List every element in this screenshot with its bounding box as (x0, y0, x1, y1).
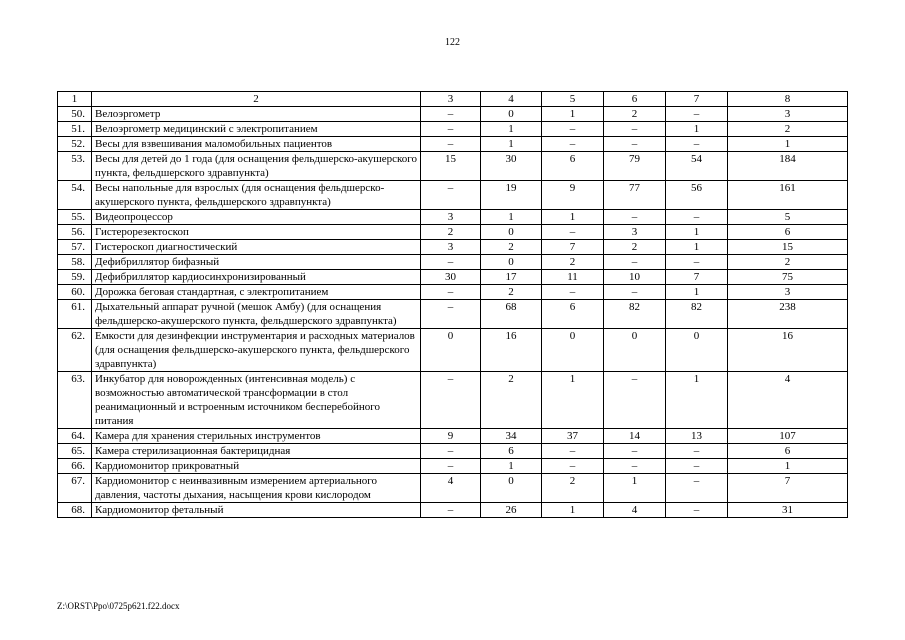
header-cell: 5 (542, 92, 604, 107)
quantity-cell: 1 (666, 122, 728, 137)
quantity-cell: 13 (666, 429, 728, 444)
quantity-cell: 10 (604, 270, 666, 285)
table-row (58, 372, 848, 429)
quantity-cell: 9 (421, 429, 481, 444)
quantity-cell: – (666, 474, 728, 503)
quantity-cell: 82 (666, 300, 728, 329)
total-cell: 7 (728, 474, 848, 503)
equipment-name-cell: Емкости для дезинфекции инструментария и расходных материалов (для оснащения фельдшерско-акушерского пункта, фельдшерского здравпункта) (92, 329, 421, 372)
table-header-row (58, 92, 848, 107)
quantity-cell: – (421, 503, 481, 518)
quantity-cell: 7 (542, 240, 604, 255)
quantity-cell: 6 (542, 152, 604, 181)
table-row (58, 459, 848, 474)
quantity-cell: 30 (481, 152, 542, 181)
equipment-name-cell: Кардиомонитор фетальный (92, 503, 421, 518)
row-number-cell: 51. (58, 122, 92, 137)
quantity-cell: 16 (481, 329, 542, 372)
total-cell: 6 (728, 225, 848, 240)
quantity-cell: – (421, 122, 481, 137)
quantity-cell: 2 (481, 240, 542, 255)
quantity-cell: 0 (666, 329, 728, 372)
quantity-cell: – (666, 107, 728, 122)
table-body (58, 107, 848, 518)
quantity-cell: – (421, 444, 481, 459)
equipment-name-cell: Камера для хранения стерильных инструментов (92, 429, 421, 444)
table-row (58, 152, 848, 181)
total-cell: 4 (728, 372, 848, 429)
table-row (58, 137, 848, 152)
total-cell: 1 (728, 459, 848, 474)
total-cell: 107 (728, 429, 848, 444)
quantity-cell: 1 (481, 122, 542, 137)
equipment-name-cell: Кардиомонитор с неинвазивным измерением артериального давления, частоты дыхания, насыщения крови кислородом (92, 474, 421, 503)
table-row (58, 444, 848, 459)
row-number-cell: 53. (58, 152, 92, 181)
quantity-cell: 68 (481, 300, 542, 329)
total-cell: 184 (728, 152, 848, 181)
quantity-cell: 1 (604, 474, 666, 503)
row-number-cell: 54. (58, 181, 92, 210)
total-cell: 1 (728, 137, 848, 152)
header-cell: 3 (421, 92, 481, 107)
quantity-cell: 77 (604, 181, 666, 210)
row-number-cell: 65. (58, 444, 92, 459)
quantity-cell: 7 (666, 270, 728, 285)
equipment-name-cell: Велоэргометр (92, 107, 421, 122)
row-number-cell: 68. (58, 503, 92, 518)
quantity-cell: – (666, 503, 728, 518)
row-number-cell: 58. (58, 255, 92, 270)
quantity-cell: 0 (481, 225, 542, 240)
quantity-cell: – (666, 255, 728, 270)
quantity-cell: 30 (421, 270, 481, 285)
equipment-name-cell: Инкубатор для новорожденных (интенсивная модель) с возможностью автоматической трансформации в стол реанимационный и встроенным источником бесперебойного питания (92, 372, 421, 429)
quantity-cell: 26 (481, 503, 542, 518)
equipment-name-cell: Дыхательный аппарат ручной (мешок Амбу) (для оснащения фельдшерско-акушерского пункта, фельдшерского здравпункта) (92, 300, 421, 329)
total-cell: 6 (728, 444, 848, 459)
equipment-name-cell: Камера стерилизационная бактерицидная (92, 444, 421, 459)
row-number-cell: 57. (58, 240, 92, 255)
equipment-name-cell: Велоэргометр медицинский с электропитанием (92, 122, 421, 137)
row-number-cell: 50. (58, 107, 92, 122)
quantity-cell: 6 (481, 444, 542, 459)
quantity-cell: 6 (542, 300, 604, 329)
table-row (58, 181, 848, 210)
equipment-name-cell: Весы напольные для взрослых (для оснащения фельдшерско-акушерского пункта, фельдшерского здравпункта) (92, 181, 421, 210)
table-row (58, 474, 848, 503)
header-cell: 6 (604, 92, 666, 107)
quantity-cell: – (421, 255, 481, 270)
total-cell: 3 (728, 107, 848, 122)
quantity-cell: – (421, 285, 481, 300)
quantity-cell: 3 (604, 225, 666, 240)
table-row (58, 329, 848, 372)
quantity-cell: 1 (542, 503, 604, 518)
row-number-cell: 63. (58, 372, 92, 429)
equipment-name-cell: Гистероскоп диагностический (92, 240, 421, 255)
table-row (58, 429, 848, 444)
quantity-cell: – (666, 444, 728, 459)
quantity-cell: – (666, 459, 728, 474)
quantity-cell: – (421, 107, 481, 122)
quantity-cell: – (604, 444, 666, 459)
row-number-cell: 64. (58, 429, 92, 444)
quantity-cell: 0 (481, 107, 542, 122)
equipment-table (57, 91, 848, 518)
quantity-cell: – (421, 459, 481, 474)
row-number-cell: 67. (58, 474, 92, 503)
header-cell: 4 (481, 92, 542, 107)
table-row (58, 503, 848, 518)
header-cell: 8 (728, 92, 848, 107)
quantity-cell: – (421, 300, 481, 329)
quantity-cell: – (604, 137, 666, 152)
equipment-name-cell: Видеопроцессор (92, 210, 421, 225)
quantity-cell: 2 (421, 225, 481, 240)
quantity-cell: 2 (604, 240, 666, 255)
row-number-cell: 55. (58, 210, 92, 225)
quantity-cell: 0 (604, 329, 666, 372)
quantity-cell: 1 (666, 372, 728, 429)
quantity-cell: – (604, 459, 666, 474)
quantity-cell: – (604, 210, 666, 225)
total-cell: 15 (728, 240, 848, 255)
quantity-cell: 34 (481, 429, 542, 444)
total-cell: 161 (728, 181, 848, 210)
quantity-cell: 2 (542, 255, 604, 270)
quantity-cell: – (542, 137, 604, 152)
quantity-cell: – (604, 255, 666, 270)
quantity-cell: – (421, 181, 481, 210)
quantity-cell: – (542, 225, 604, 240)
quantity-cell: – (542, 285, 604, 300)
quantity-cell: 2 (481, 372, 542, 429)
quantity-cell: 15 (421, 152, 481, 181)
quantity-cell: 1 (542, 107, 604, 122)
quantity-cell: 1 (481, 210, 542, 225)
total-cell: 5 (728, 210, 848, 225)
table-row (58, 255, 848, 270)
quantity-cell: 19 (481, 181, 542, 210)
quantity-cell: 1 (481, 137, 542, 152)
row-number-cell: 62. (58, 329, 92, 372)
table-row (58, 122, 848, 137)
quantity-cell: 0 (481, 255, 542, 270)
quantity-cell: 4 (421, 474, 481, 503)
equipment-name-cell: Кардиомонитор прикроватный (92, 459, 421, 474)
quantity-cell: – (604, 285, 666, 300)
quantity-cell: 14 (604, 429, 666, 444)
quantity-cell: – (666, 137, 728, 152)
quantity-cell: 1 (666, 285, 728, 300)
quantity-cell: 11 (542, 270, 604, 285)
equipment-name-cell: Дефибриллятор кардиосинхронизированный (92, 270, 421, 285)
equipment-name-cell: Гистерорезектоскоп (92, 225, 421, 240)
quantity-cell: 2 (542, 474, 604, 503)
quantity-cell: 0 (542, 329, 604, 372)
quantity-cell: 56 (666, 181, 728, 210)
header-cell: 1 (58, 92, 92, 107)
total-cell: 31 (728, 503, 848, 518)
header-cell: 7 (666, 92, 728, 107)
quantity-cell: 1 (542, 210, 604, 225)
quantity-cell: 2 (481, 285, 542, 300)
quantity-cell: 3 (421, 210, 481, 225)
table-row (58, 270, 848, 285)
quantity-cell: 1 (666, 240, 728, 255)
row-number-cell: 61. (58, 300, 92, 329)
file-path-footer: Z:\ORST\Ppo\0725p621.f22.docx (57, 601, 180, 611)
quantity-cell: 9 (542, 181, 604, 210)
quantity-cell: – (542, 122, 604, 137)
quantity-cell: – (542, 444, 604, 459)
header-cell: 2 (92, 92, 421, 107)
quantity-cell: 0 (421, 329, 481, 372)
table-row (58, 240, 848, 255)
total-cell: 75 (728, 270, 848, 285)
quantity-cell: 82 (604, 300, 666, 329)
quantity-cell: 17 (481, 270, 542, 285)
equipment-name-cell: Дефибриллятор бифазный (92, 255, 421, 270)
table-row (58, 107, 848, 122)
quantity-cell: 4 (604, 503, 666, 518)
total-cell: 16 (728, 329, 848, 372)
total-cell: 2 (728, 255, 848, 270)
table-row (58, 285, 848, 300)
equipment-name-cell: Дорожка беговая стандартная, с электропитанием (92, 285, 421, 300)
quantity-cell: 0 (481, 474, 542, 503)
quantity-cell: 3 (421, 240, 481, 255)
quantity-cell: – (421, 137, 481, 152)
total-cell: 2 (728, 122, 848, 137)
page-number: 122 (445, 37, 460, 48)
row-number-cell: 60. (58, 285, 92, 300)
quantity-cell: – (604, 372, 666, 429)
quantity-cell: 1 (481, 459, 542, 474)
table-row (58, 210, 848, 225)
quantity-cell: – (421, 372, 481, 429)
quantity-cell: 79 (604, 152, 666, 181)
quantity-cell: – (666, 210, 728, 225)
quantity-cell: 1 (542, 372, 604, 429)
quantity-cell: 54 (666, 152, 728, 181)
row-number-cell: 52. (58, 137, 92, 152)
equipment-name-cell: Весы для взвешивания маломобильных пациентов (92, 137, 421, 152)
equipment-name-cell: Весы для детей до 1 года (для оснащения фельдшерско-акушерского пункта, фельдшерского здравпункта) (92, 152, 421, 181)
quantity-cell: – (604, 122, 666, 137)
table-row (58, 225, 848, 240)
quantity-cell: 2 (604, 107, 666, 122)
quantity-cell: 37 (542, 429, 604, 444)
row-number-cell: 56. (58, 225, 92, 240)
quantity-cell: 1 (666, 225, 728, 240)
total-cell: 238 (728, 300, 848, 329)
table-row (58, 300, 848, 329)
quantity-cell: – (542, 459, 604, 474)
row-number-cell: 66. (58, 459, 92, 474)
total-cell: 3 (728, 285, 848, 300)
row-number-cell: 59. (58, 270, 92, 285)
